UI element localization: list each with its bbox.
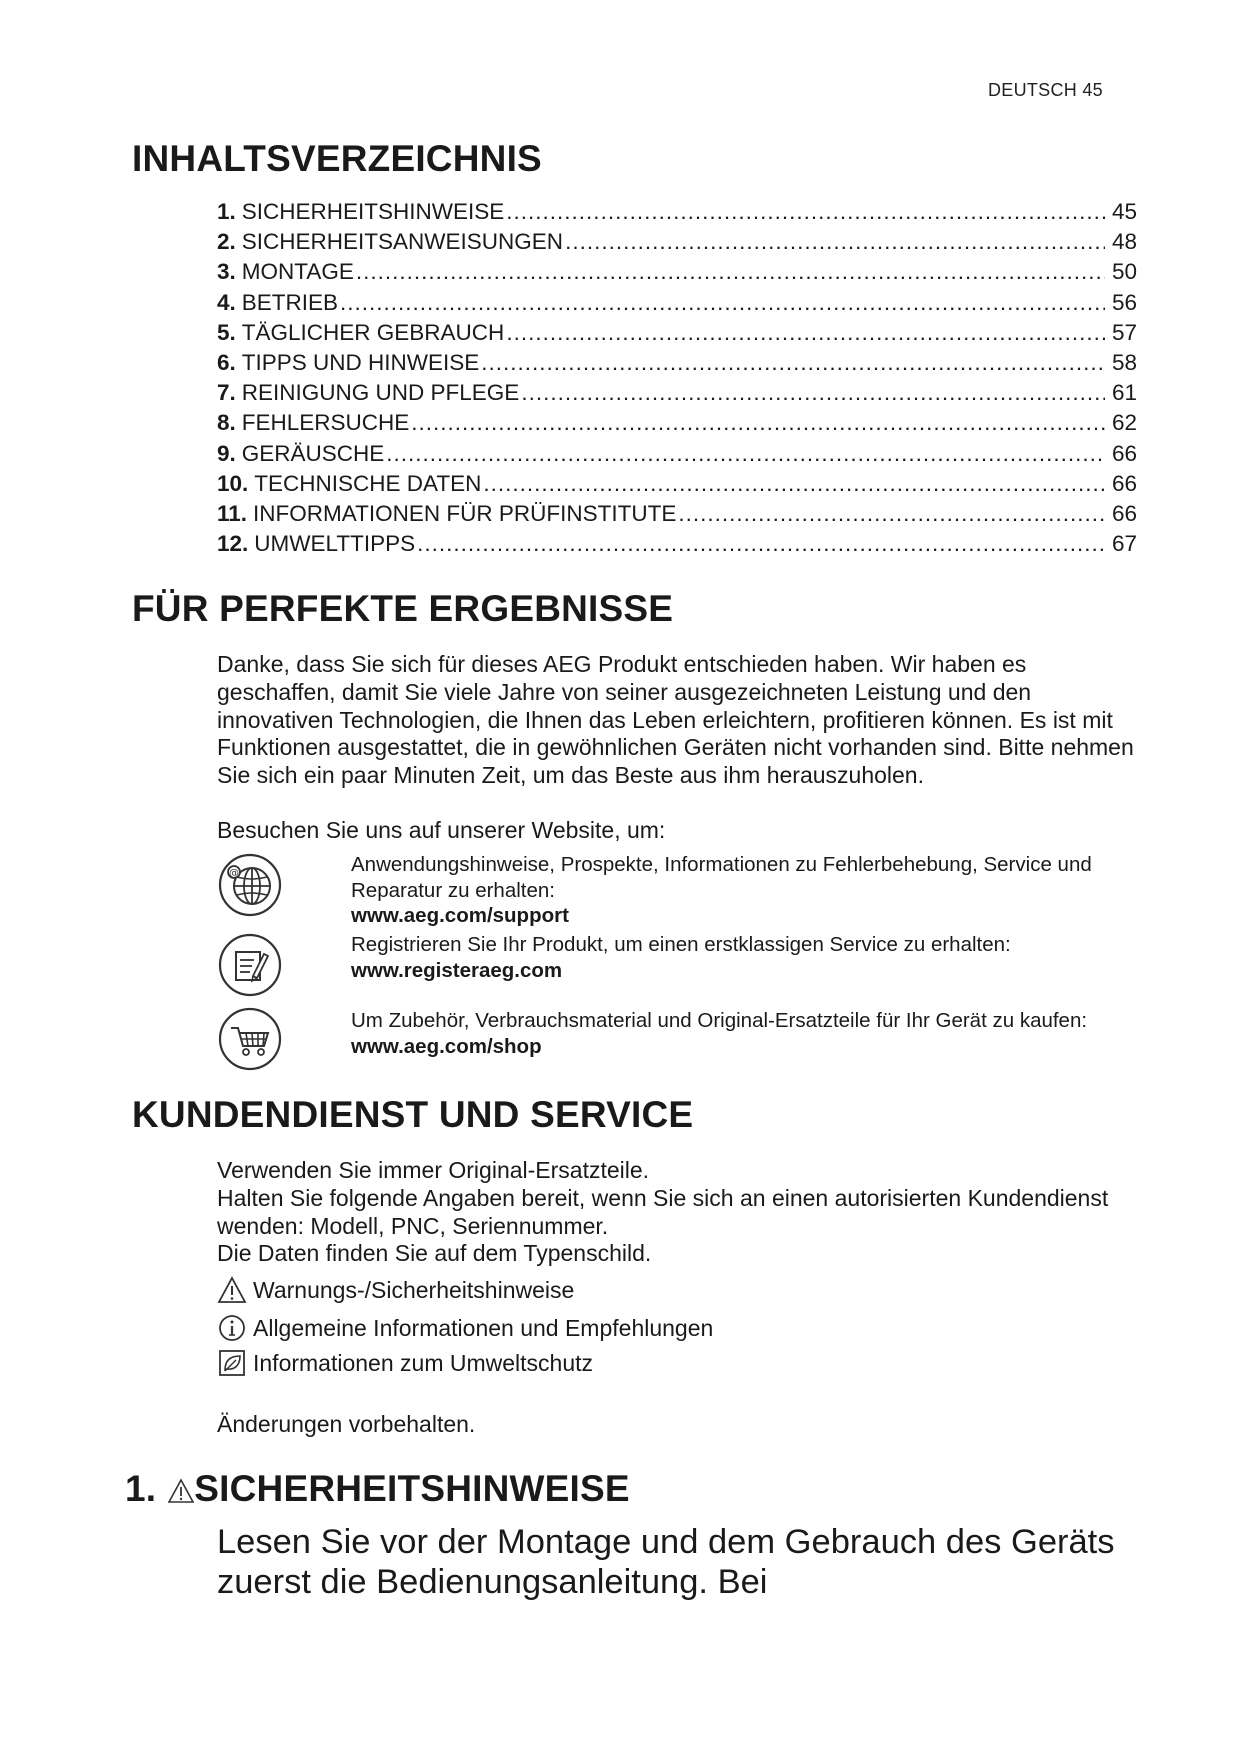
toc-entry-number: 12.: [217, 531, 249, 557]
safety-title: [125, 1468, 630, 1510]
toc-entry-page: 67: [1111, 531, 1137, 557]
toc-entry-page: 58: [1111, 349, 1137, 375]
toc-entry-number: 10.: [217, 470, 249, 496]
toc-entry-number: 5.: [217, 319, 236, 345]
toc-entry[interactable]: [217, 439, 1137, 469]
register-icon: [217, 932, 283, 998]
toc-dot-leader: [411, 408, 1105, 438]
svg-text:@: @: [229, 868, 239, 879]
toc-entry-label: MONTAGE: [241, 259, 354, 285]
toc-entry-number: 4.: [217, 289, 236, 315]
safety-text: Lesen Sie vor der Montage und dem Gebrauch des Geräts zuerst die Bedienungsanleitung. Bei: [217, 1523, 1115, 1601]
toc-entry-label: REINIGUNG UND PFLEGE: [241, 380, 520, 406]
toc-entry-label: BETRIEB: [241, 289, 339, 315]
toc-dot-leader: [678, 499, 1105, 529]
toc-entry[interactable]: [217, 378, 1137, 408]
safety-title-text: SICHERHEITSHINWEISE: [194, 1468, 630, 1509]
toc-entry-page: 61: [1111, 380, 1137, 406]
service-line: Halten Sie folgende Angaben bereit, wenn Sie sich an einen autorisierten Kundendienst wenden: Modell, PNC, Seriennummer.: [217, 1185, 1109, 1239]
toc-entry-number: 1.: [217, 199, 236, 224]
globe-icon: [217, 852, 283, 918]
warning-icon: [168, 1474, 194, 1504]
toc-entry[interactable]: [217, 318, 1137, 348]
register-link[interactable]: www.registeraeg.com: [351, 958, 563, 982]
toc-entry-label: TÄGLICHER GEBRAUCH: [241, 319, 505, 345]
toc-title: INHALTSVERZEICHNIS: [132, 138, 542, 179]
toc-entry-page: 57: [1111, 319, 1137, 345]
toc-entry[interactable]: [217, 288, 1137, 318]
toc-entry-number: 8.: [217, 410, 236, 436]
toc-entry-number: 11.: [217, 500, 248, 526]
page-header: DEUTSCH 45: [987, 80, 1103, 100]
toc-dot-leader: [506, 318, 1105, 348]
toc-entry[interactable]: [217, 469, 1137, 499]
toc-entry[interactable]: [217, 348, 1137, 378]
legend-warning: [217, 1275, 574, 1305]
legend-text: Informationen zum Umweltschutz: [253, 1350, 594, 1376]
toc-dot-leader: [356, 257, 1105, 287]
results-visit: Besuchen Sie uns auf unserer Website, um:: [217, 817, 666, 843]
visit-item-text: Anwendungshinweise, Prospekte, Informationen zu Fehlerbehebung, Service und Reparatur zu erhalten:: [351, 853, 1092, 902]
service-line: Verwenden Sie immer Original-Ersatzteile.: [217, 1157, 650, 1183]
toc-entry-label: TIPPS UND HINWEISE: [241, 349, 480, 375]
legend-text: Allgemeine Informationen und Empfehlungen: [253, 1315, 714, 1341]
toc-entry-number: 3.: [217, 259, 236, 285]
info-icon: [217, 1313, 247, 1343]
toc-entry-number: 6.: [217, 349, 236, 375]
toc-entry[interactable]: [217, 408, 1137, 438]
results-title: FÜR PERFEKTE ERGEBNISSE: [132, 588, 674, 629]
changes-note: Änderungen vorbehalten.: [217, 1411, 476, 1437]
toc-entry[interactable]: [217, 499, 1137, 529]
toc-dot-leader: [506, 197, 1105, 227]
environment-icon: [217, 1348, 247, 1378]
toc-entry-page: 62: [1111, 410, 1137, 436]
toc-entry-label: TECHNISCHE DATEN: [254, 470, 482, 496]
service-line: Die Daten finden Sie auf dem Typenschild.: [217, 1240, 652, 1266]
toc-entry-page: 66: [1111, 470, 1137, 496]
warning-icon: [217, 1275, 247, 1305]
toc-entry-page: 66: [1111, 500, 1137, 526]
service-title: KUNDENDIENST UND SERVICE: [132, 1094, 694, 1135]
toc-entry[interactable]: [217, 529, 1137, 559]
toc-dot-leader: [565, 227, 1105, 257]
toc-entry-number: 7.: [217, 380, 236, 406]
safety-number: 1.: [125, 1468, 157, 1509]
toc-dot-leader: [483, 469, 1105, 499]
toc-dot-leader: [340, 288, 1105, 318]
shopping-cart-icon: [217, 1006, 283, 1072]
toc-entry[interactable]: [217, 227, 1137, 257]
visit-item-text: Registrieren Sie Ihr Produkt, um einen erstklassigen Service zu erhalten:: [351, 933, 1011, 956]
toc-entry-label: SICHERHEITSANWEISUNGEN: [241, 229, 564, 255]
legend-environment: [217, 1348, 593, 1378]
toc-entry-label: INFORMATIONEN FÜR PRÜFINSTITUTE: [253, 500, 677, 526]
toc-entry-label: UMWELTTIPPS: [254, 531, 416, 557]
toc-entry-page: 56: [1111, 289, 1137, 315]
legend-info: [217, 1313, 713, 1343]
toc-entry-page: 48: [1111, 229, 1137, 255]
toc-entry-number: 2.: [217, 229, 236, 255]
toc-entry-page: 66: [1111, 440, 1137, 466]
toc-entry-label: GERÄUSCHE: [241, 440, 385, 466]
toc-dot-leader: [386, 439, 1105, 469]
table-of-contents: [217, 197, 1137, 559]
toc-entry-label: FEHLERSUCHE: [241, 410, 410, 436]
toc-entry-page: 45: [1111, 199, 1137, 224]
toc-dot-leader: [481, 348, 1105, 378]
shop-link[interactable]: www.aeg.com/shop: [351, 1034, 542, 1058]
support-link[interactable]: www.aeg.com/support: [351, 904, 569, 927]
toc-entry[interactable]: [217, 257, 1137, 287]
toc-dot-leader: [521, 378, 1105, 408]
toc-dot-leader: [417, 529, 1105, 559]
toc-entry-label: SICHERHEITSHINWEISE: [241, 199, 505, 224]
toc-entry-page: 50: [1111, 259, 1137, 285]
visit-item-text: Um Zubehör, Verbrauchsmaterial und Original-Ersatzteile für Ihr Gerät zu kaufen:: [351, 1009, 1088, 1032]
toc-entry[interactable]: [217, 197, 1137, 227]
legend-text: Warnungs-/Sicherheitshinweise: [253, 1277, 575, 1303]
toc-entry-number: 9.: [217, 440, 236, 466]
results-intro: Danke, dass Sie sich für dieses AEG Produkt entschieden haben. Wir haben es geschaffen, damit Sie viele Jahre von seiner ausgezeichneten Leistung und den innovativen Technologien, die Ihnen das Leben erleichtern, profitieren können. Es ist mit Funktionen ausgestattet, die in gewöhnlichen Geräten nicht vorhanden sind. Bitte nehmen Sie sich ein paar Minuten Zeit, um das Beste aus ihm herauszuholen.: [217, 651, 1134, 789]
